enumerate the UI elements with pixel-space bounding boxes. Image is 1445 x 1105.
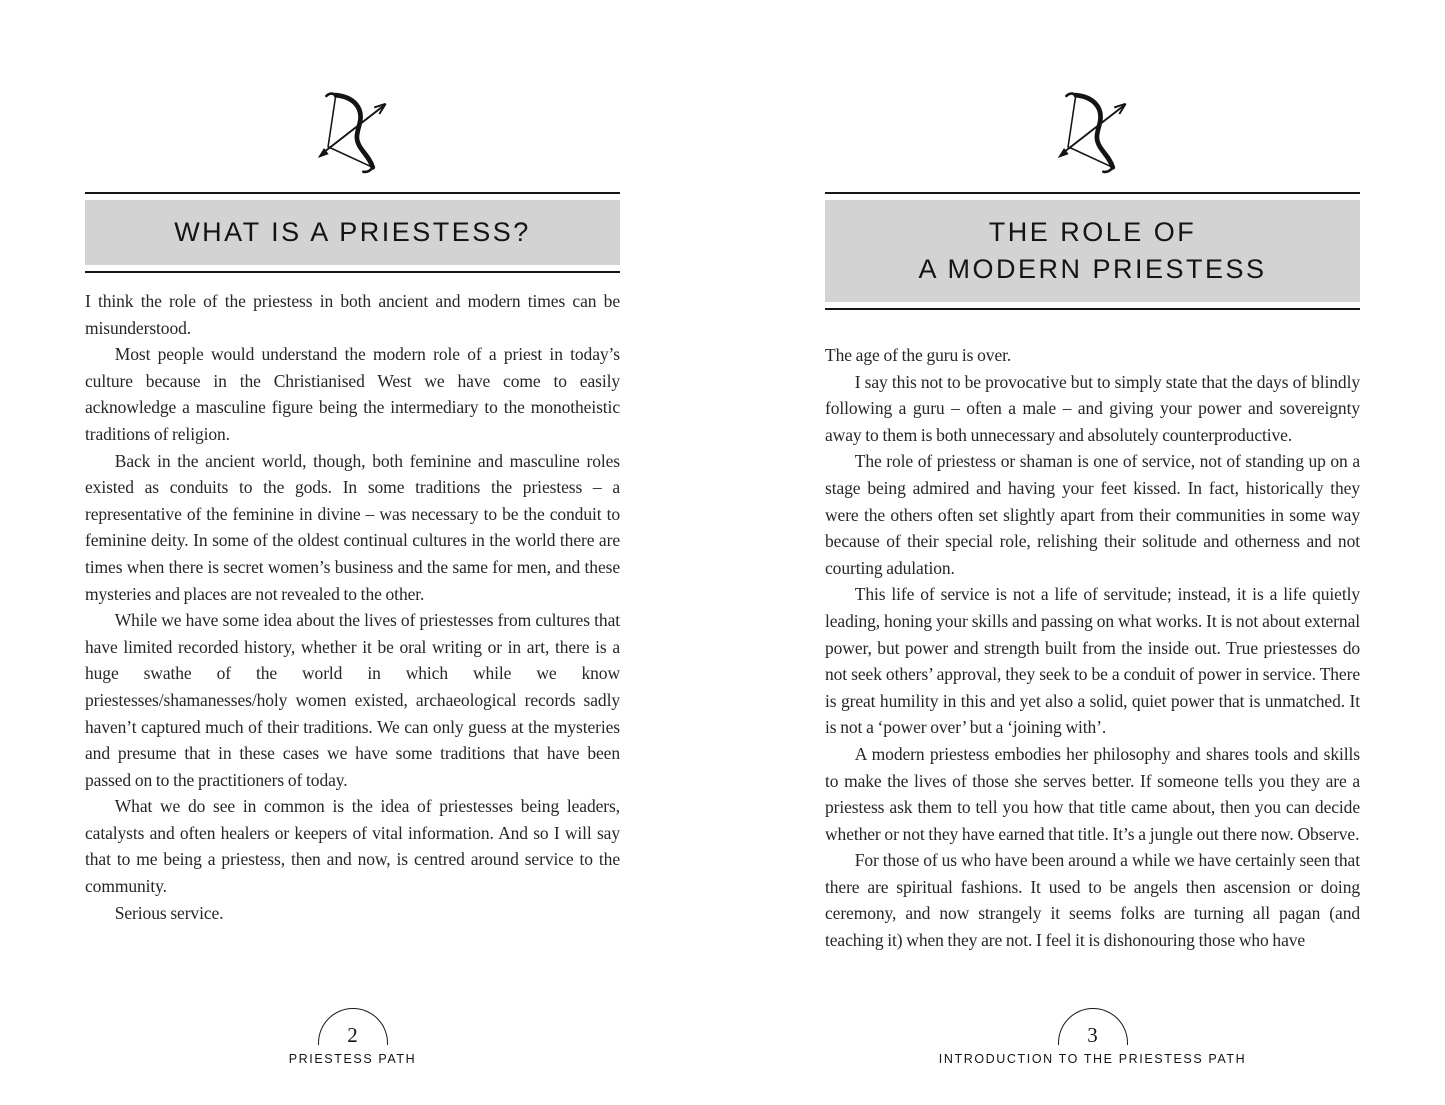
footer-label: PRIESTESS PATH	[288, 1052, 417, 1066]
body-text	[85, 288, 620, 926]
bow-and-arrow-icon	[306, 90, 400, 176]
page-footer	[85, 1008, 620, 1066]
paragraph: Most people would understand the modern role of a priest in today’s culture because in the Christianised West we have come to easily acknowledge a masculine figure being the intermediary to the monotheistic traditions of religion.	[85, 344, 620, 444]
paragraph: The role of priestess or shaman is one of service, not of standing up on a stage being admired and having your feet kissed. In fact, historically they were the others often set slightly apart from their communities in some way because of their special role, relishing their solitude and otherness and not courting adulation.	[825, 451, 1360, 578]
right-page	[825, 0, 1360, 1105]
page-number-arc	[1058, 1008, 1128, 1045]
paragraph: I think the role of the priestess in both ancient and modern times can be misunderstood.	[85, 291, 620, 338]
paragraph: This life of service is not a life of servitude; instead, it is a life quietly leading, honing your skills and passing on what works. It is not about external power, but power and strength built from the inside out. True priestesses do not seek others’ approval, they seek to be a conduit of power in service. There is great humility in this and yet also a solid, quiet power that is unmatched. It is not a ‘power over’ but a ‘joining with’.	[825, 584, 1360, 738]
left-page	[85, 0, 620, 1105]
title-top-rule	[85, 192, 620, 194]
paragraph: The age of the guru is over.	[825, 345, 1012, 365]
paragraph: A modern priestess embodies her philosophy and shares tools and skills to make the lives of those she serves better. If someone tells you they are a priestess ask them to tell you how that title came about, then you can decide whether or not they have earned that title. It’s a jungle out there now. Observe.	[825, 743, 1360, 844]
page-number-arc	[318, 1008, 388, 1045]
title-bottom-rule	[85, 271, 620, 273]
chapter-title: WHAT IS A PRIESTESS?	[174, 217, 531, 247]
body-text	[825, 342, 1360, 954]
chapter-title-line-2: A MODERN PRIESTESS	[918, 254, 1267, 284]
page-number: 2	[347, 1023, 358, 1047]
paragraph: For those of us who have been around a while we have certainly seen that there are spiritual fashions. It used to be angels then ascension or doing ceremony, and now strangely it seems folks are turning all pagan (and teaching it) when they are not. I feel it is dishonouring those who have	[825, 850, 1360, 951]
paragraph: Serious service.	[114, 902, 224, 923]
title-bottom-rule	[825, 308, 1360, 310]
page-number: 3	[1087, 1023, 1098, 1047]
paragraph: Back in the ancient world, though, both feminine and masculine roles existed as conduits to the gods. In some traditions the priestess – a representative of the feminine in divine – was necessary to be the conduit to feminine deity. In some of the oldest continual cultures in the world there are times when there is secret women’s business and the same for men, and these mysteries and places are not revealed to the other.	[85, 450, 620, 604]
paragraph: While we have some idea about the lives of priestesses from cultures that have limited recorded history, whether it be oral writing or in art, there is a huge swathe of the world in which while we know priestesses/shamanesses/holy women existed, archaeological records sadly haven’t captured much of their traditions. We can only guess at the mysteries and presume that in these cases we have some traditions that have been passed on to the practitioners of today.	[85, 610, 620, 790]
chapter-title-line-1: THE ROLE OF	[988, 217, 1197, 247]
chapter-title-banner	[825, 200, 1360, 302]
paragraph: What we do see in common is the idea of priestesses being leaders, catalysts and often healers or keepers of vital information. And so I will say that to me being a priestess, then and now, is centred around service to the community.	[85, 796, 620, 897]
footer-label: INTRODUCTION TO THE PRIESTESS PATH	[938, 1052, 1247, 1066]
chapter-title-banner	[85, 200, 620, 265]
bow-and-arrow-icon	[1046, 90, 1140, 176]
paragraph: I say this not to be provocative but to simply state that the days of blindly following a guru – often a male – and giving your power and sovereignty away to them is both unnecessary and absolutely counterproductive.	[825, 371, 1360, 445]
page-footer	[825, 1008, 1360, 1066]
title-top-rule	[825, 192, 1360, 194]
